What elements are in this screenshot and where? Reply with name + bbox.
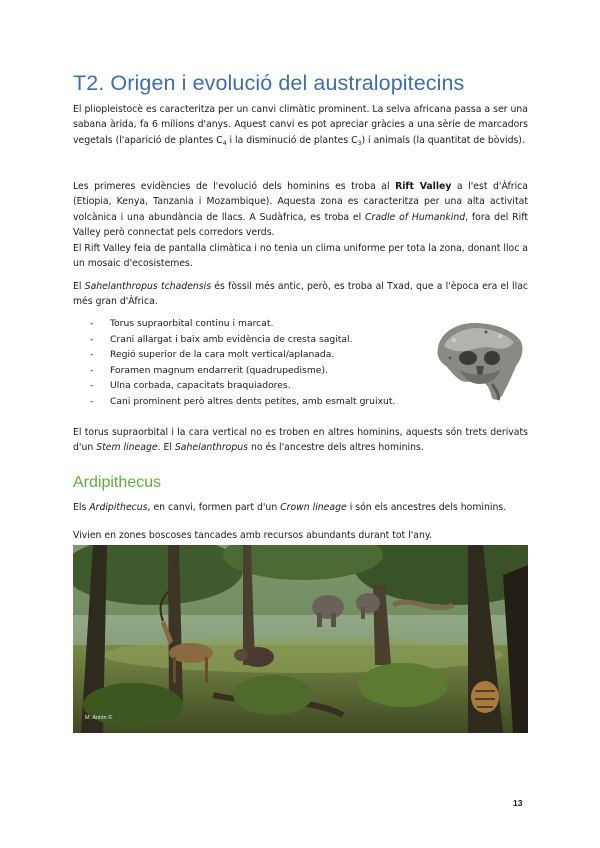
section-heading: Ardipithecus bbox=[73, 474, 162, 491]
p3-text-b: és fòssil més antic, però, es troba al Txad, que a l'època era el llac més gran d'Àfrica. bbox=[73, 281, 529, 308]
list-item: - Foramen magnum endarrerit (quadrupedisme). bbox=[90, 364, 328, 376]
p4-italic-sahel: Sahelanthropus bbox=[174, 442, 248, 454]
paragraph-habitat: Vivien en zones boscoses tancades amb recursos abundants durant tot l'any. bbox=[73, 530, 433, 541]
paragraph-rift-valley bbox=[73, 179, 528, 271]
paragraph-ardipithecus bbox=[73, 500, 528, 515]
p3-italic-species: Sahelanthropus tchadensis bbox=[84, 281, 212, 292]
p5-text-b: , en canvi, formen part d'un bbox=[147, 502, 281, 513]
paragraph-stem-lineage bbox=[73, 425, 528, 456]
p5-italic-ardi: Ardipithecus bbox=[89, 502, 148, 513]
p2-text-a: Les primeres evidències de l'evolució dels hominins es troba al bbox=[73, 181, 396, 192]
p2-line2: El Rift Valley feia de pantalla climàtica i no tenia un clima uniforme per tota la zona, donant lloc a un mosaic d'ecosistemes. bbox=[73, 242, 528, 270]
p1-sub-c4: 4 bbox=[222, 139, 227, 147]
paragraph-climate bbox=[73, 102, 528, 148]
list-item: - Torus supraorbital continu i marcat. bbox=[90, 318, 274, 329]
skull-image bbox=[430, 318, 528, 404]
traits-list bbox=[90, 316, 420, 409]
p3-text-a: El bbox=[73, 281, 85, 292]
p1-text-c: ) i animals (la quantitat de bòvids). bbox=[361, 134, 525, 146]
image-credit: M. Antón © bbox=[85, 715, 113, 721]
list-item: - Crani allargat i baix amb evidència de cresta sagital. bbox=[90, 333, 353, 345]
p2-bold-rift-valley: Rift Valley bbox=[395, 181, 452, 192]
p1-text-a: El pliopleistocè es caracteritza per un canvi climàtic prominent. La selva africana passa a ser una sabana àrida, fa 6 milions d'anys. Aquest canvi es pot apreciar gràcies a una sèrie de marcadors vegetals (l'aparició de plantes C bbox=[73, 104, 528, 146]
paragraph-sahelanthropus bbox=[73, 279, 528, 310]
page-number: 13 bbox=[513, 798, 523, 808]
list-item: - Ulna corbada, capacitats braquiadores. bbox=[90, 380, 291, 391]
page-title: T2. Origen i evolució del australopitecins bbox=[73, 71, 465, 95]
p4-text-c: no és l'ancestre dels altres hominins. bbox=[247, 442, 424, 454]
forest-scene-image bbox=[73, 545, 528, 733]
p4-text-a: El torus supraorbital i la cara vertical no es troben en altres hominins, aquests són trets derivats d'un bbox=[73, 427, 528, 454]
list-item: - Cani prominent però altres dents petites, amb esmalt gruixut. bbox=[90, 395, 396, 407]
p2-italic-cradle: Cradle of Humankind bbox=[365, 211, 466, 223]
p2-text-c: , fora del Rift Valley però connectat pels corredors verds. bbox=[73, 211, 528, 239]
p5-text-a: Els bbox=[73, 502, 90, 513]
p5-text-c: i són els ancestres dels hominins. bbox=[346, 502, 507, 513]
p1-text-b: i la disminució de plantes C bbox=[226, 134, 358, 146]
p4-italic-stem: Stem lineage bbox=[96, 442, 158, 454]
p2-text-b: a l'est d'Àfrica (Etiopia, Kenya, Tanzania i Mozambique). Aquesta zona es caracteritza per una alta activitat volcànica i una abundància de llacs. A Sudàfrica, es troba el bbox=[73, 181, 528, 223]
p4-text-b: . El bbox=[157, 442, 175, 454]
p5-italic-crown: Crown lineage bbox=[280, 502, 347, 513]
p1-sub-c3: 3 bbox=[357, 139, 362, 147]
list-item: - Regió superior de la cara molt vertical/aplanada. bbox=[90, 349, 335, 360]
